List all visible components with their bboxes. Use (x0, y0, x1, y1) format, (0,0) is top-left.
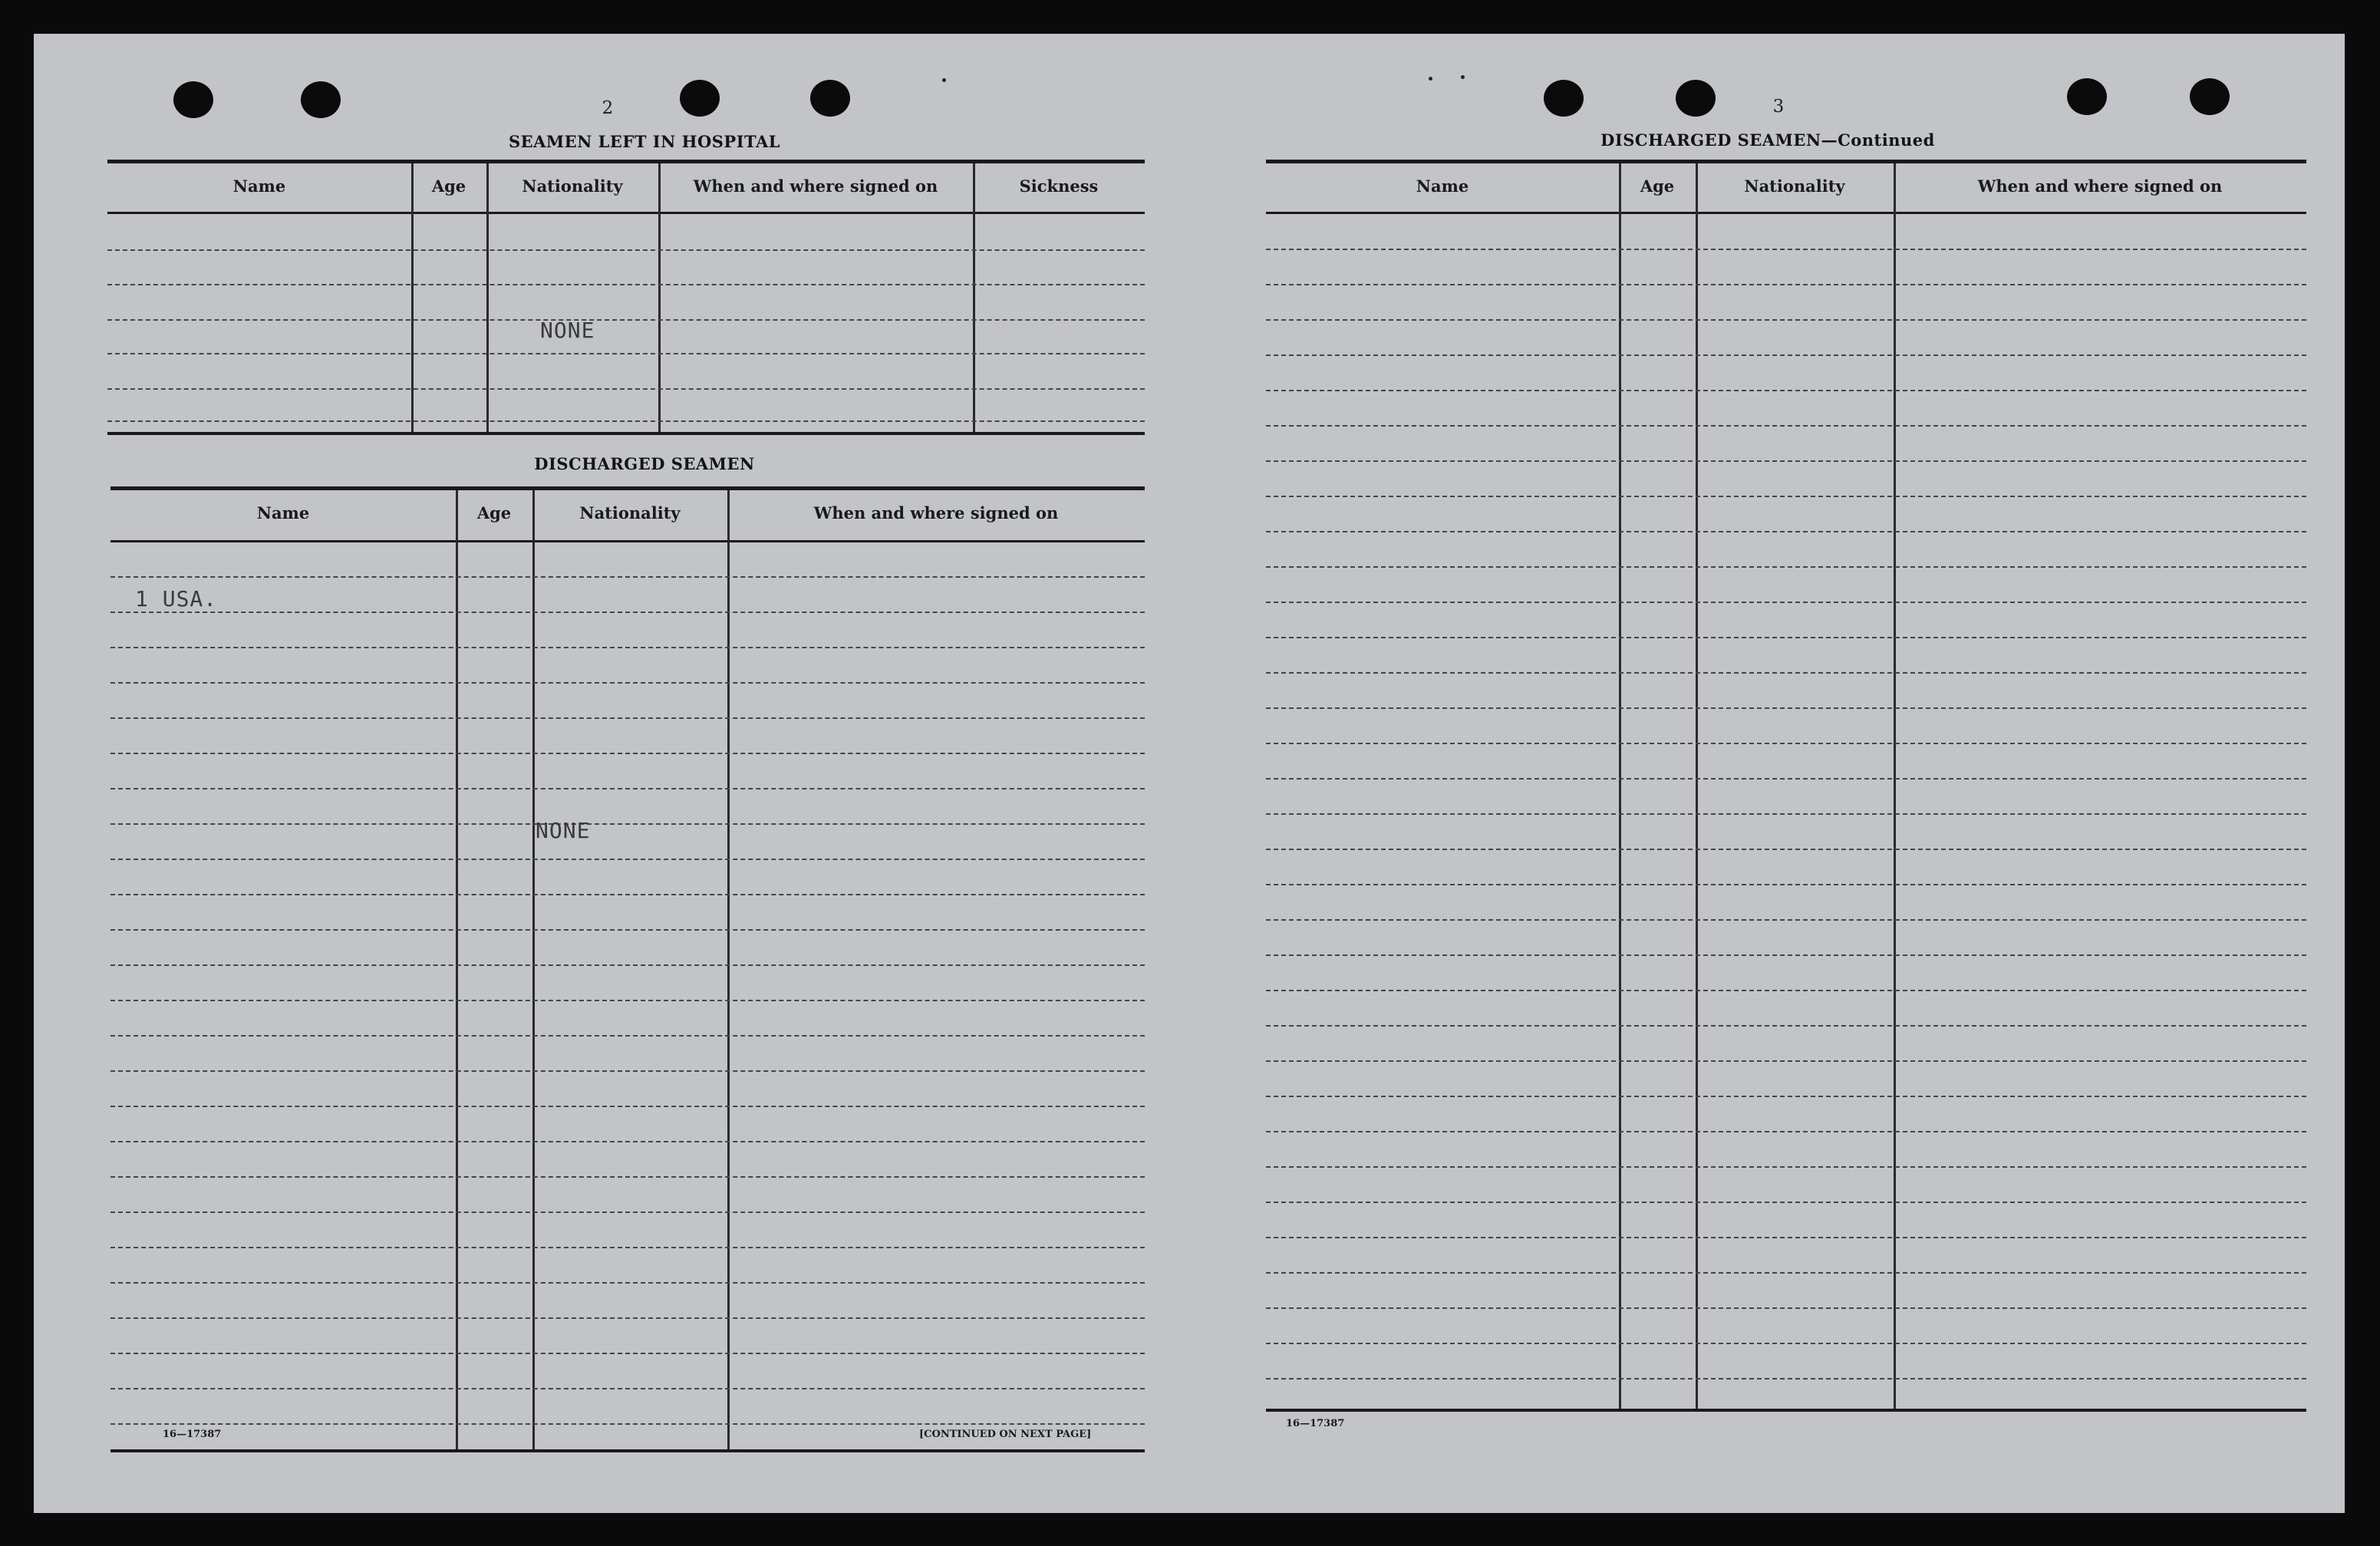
column-header-nationality: Nationality (522, 176, 623, 196)
table-top-rule (110, 486, 1145, 490)
entry-line (1266, 425, 2306, 427)
entry-line (110, 1282, 1145, 1284)
form-number-left: 16—17387 (163, 1429, 222, 1440)
column-header-age: Age (431, 176, 466, 196)
entry-line (1266, 319, 2306, 321)
punch-hole (173, 81, 213, 118)
column-header-nationality: Nationality (1744, 176, 1845, 196)
entry-line (110, 1070, 1145, 1072)
column-divider (973, 163, 975, 432)
entry-line (110, 1247, 1145, 1248)
entry-line (110, 1423, 1145, 1425)
punch-hole (810, 80, 850, 117)
header-rule (1266, 212, 2306, 214)
entry-line (1266, 1060, 2306, 1062)
entry-line (1266, 390, 2306, 391)
entry-line (110, 1106, 1145, 1107)
entry-line (1266, 1096, 2306, 1097)
entry-line (107, 319, 1145, 321)
continued-note: [CONTINUED ON NEXT PAGE] (919, 1429, 1092, 1440)
column-divider (1619, 163, 1621, 1409)
page-number-right: 3 (1772, 97, 1785, 117)
column-divider (658, 163, 661, 432)
entry-line (110, 1000, 1145, 1001)
entry-line (107, 420, 1145, 422)
column-header-age: Age (1640, 176, 1675, 196)
entry-line (1266, 566, 2306, 568)
column-header-signed-on: When and where signed on (813, 503, 1059, 522)
entry-line (1266, 354, 2306, 356)
entry-line (1266, 884, 2306, 885)
header-rule (107, 212, 1145, 214)
entry-line (1266, 1237, 2306, 1238)
header-rule (110, 540, 1145, 542)
section-title-discharged-continued (1599, 130, 1937, 150)
punch-hole (301, 81, 341, 118)
form-number-right: 16—17387 (1286, 1418, 1345, 1429)
entry-line (1266, 672, 2306, 674)
column-divider (486, 163, 489, 432)
entry-line (1266, 954, 2306, 956)
entry-line (107, 353, 1145, 354)
entry-line (1266, 1025, 2306, 1027)
entry-line (1266, 743, 2306, 744)
table-top-rule (107, 160, 1145, 163)
column-divider (727, 490, 730, 1449)
entry-line (107, 249, 1145, 251)
entry-line (1266, 919, 2306, 921)
entry-line (110, 647, 1145, 648)
entry-line (1266, 460, 2306, 462)
column-divider (411, 163, 414, 432)
table-bottom-rule (110, 1449, 1145, 1452)
typed-entry-first-row: 1 USA. (135, 586, 218, 611)
entry-line (110, 682, 1145, 684)
table-bottom-rule (107, 432, 1145, 435)
column-header-signed-on: When and where signed on (693, 176, 938, 196)
title-main: DISCHARGED SEAMEN (1600, 130, 1821, 150)
entry-line (110, 788, 1145, 789)
column-header-name: Name (1416, 176, 1469, 196)
entry-line (110, 1388, 1145, 1389)
entry-line (1266, 778, 2306, 780)
column-header-nationality: Nationality (579, 503, 681, 522)
ink-speck (1429, 77, 1432, 81)
entry-line (1266, 602, 2306, 603)
entry-line (110, 894, 1145, 895)
entry-line (1266, 531, 2306, 532)
punch-hole (680, 80, 720, 117)
entry-line (1266, 1272, 2306, 1274)
typed-entry-none: NONE (540, 318, 595, 343)
entry-line (1266, 1343, 2306, 1344)
entry-line (1266, 249, 2306, 250)
column-header-name: Name (256, 503, 310, 522)
punch-hole (2190, 78, 2230, 115)
entry-line (1266, 1131, 2306, 1132)
table-top-rule (1266, 160, 2306, 163)
entry-line (1266, 707, 2306, 709)
entry-line (110, 1035, 1145, 1037)
entry-line (1266, 496, 2306, 497)
discharged-table (110, 486, 1145, 1476)
entry-line (110, 823, 1145, 825)
column-divider (456, 490, 458, 1449)
entry-line (1266, 1307, 2306, 1309)
entry-line (107, 388, 1145, 390)
typed-entry-none: NONE (536, 818, 591, 843)
column-header-signed-on: When and where signed on (1977, 176, 2223, 196)
column-divider (532, 490, 535, 1449)
entry-line (1266, 849, 2306, 850)
page-number-left: 2 (602, 98, 614, 118)
entry-line (110, 964, 1145, 966)
entry-line (110, 1211, 1145, 1213)
discharged-continued-table (1266, 160, 2306, 1464)
entry-line (1266, 637, 2306, 638)
column-header-sickness: Sickness (1019, 176, 1099, 196)
entry-line (1266, 284, 2306, 285)
entry-line (110, 1353, 1145, 1354)
ink-speck (942, 78, 946, 82)
entry-line (110, 929, 1145, 931)
entry-line (107, 284, 1145, 285)
hospital-table (107, 160, 1145, 482)
entry-line (110, 576, 1145, 578)
column-divider (1894, 163, 1896, 1409)
column-header-age: Age (476, 503, 512, 522)
entry-line (110, 1176, 1145, 1178)
table-bottom-rule (1266, 1409, 2306, 1412)
ink-speck (1461, 75, 1465, 79)
entry-line (1266, 990, 2306, 991)
punch-hole (1544, 80, 1584, 117)
entry-line (110, 1141, 1145, 1142)
entry-line (110, 859, 1145, 860)
ledger-sheet (34, 34, 2345, 1513)
column-divider (1696, 163, 1698, 1409)
entry-line (1266, 1378, 2306, 1380)
section-title-discharged: DISCHARGED SEAMEN (534, 454, 755, 473)
punch-hole (1676, 80, 1716, 117)
title-suffix: —Continued (1821, 130, 1935, 150)
entry-line (1266, 1166, 2306, 1168)
section-title-hospital: SEAMEN LEFT IN HOSPITAL (508, 132, 781, 151)
entry-line (110, 753, 1145, 754)
entry-line (110, 1317, 1145, 1319)
punch-hole (2067, 78, 2107, 115)
entry-line (110, 611, 1145, 613)
entry-line (1266, 1202, 2306, 1203)
entry-line (1266, 813, 2306, 815)
column-header-name: Name (232, 176, 286, 196)
entry-line (110, 717, 1145, 719)
